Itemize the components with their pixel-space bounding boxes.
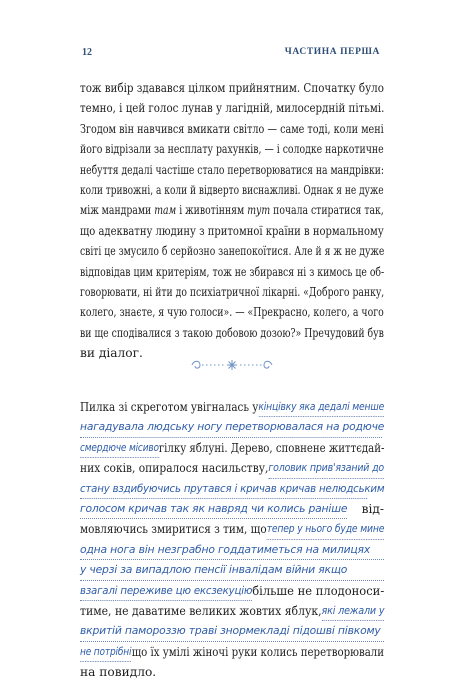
text-run: на повидло. (80, 665, 157, 680)
text-line (80, 499, 384, 519)
text-line (80, 282, 384, 302)
text-line (80, 78, 384, 98)
handwritten-insert: головик прив'язаний до (268, 458, 384, 478)
text-line (80, 119, 384, 139)
text-line (80, 438, 384, 458)
text-line (80, 98, 384, 118)
text-run: що їх умілі жіночі руки колись перетворювали (131, 644, 385, 659)
italic-word: там (154, 203, 177, 218)
text-line (80, 642, 384, 662)
text-line (80, 221, 384, 241)
handwritten-insert: кінцівку яка дедалі менше (258, 397, 384, 417)
handwritten-insert: нагадувала людську ногу перетворювалася на родюче (80, 417, 382, 437)
text-line (80, 417, 384, 437)
text-line (80, 662, 384, 682)
text-line (80, 180, 384, 200)
handwritten-insert: у черзі за випадлою пенсії інвалідам війни якщо (80, 560, 384, 580)
text-line (80, 262, 384, 282)
text-run: них соків, опиралося насильству, (80, 461, 269, 476)
text-line (80, 323, 384, 343)
text-run: відповідав цим критеріям, тож не збирався ні з кимось це об- (80, 264, 385, 279)
text-run: тиме, не даватиме великих жовтих яблук, (80, 603, 322, 618)
text-run: темно, і цей голос лунав у лагідній, милосердній пітьмі. (80, 101, 385, 116)
text-run: гілку яблуні. Дерево, сповнене життєдай- (158, 440, 385, 455)
text-line (80, 241, 384, 261)
text-run: ви діалог. (80, 346, 143, 361)
section-divider-ornament (188, 357, 276, 373)
text-run: і животінням (176, 203, 248, 218)
text-run: говорювати, ні йти до психіатричної лікарні. «Доброго ранку, (80, 284, 385, 299)
text-run: коли тривожні, а коли й відверто виснажливі. Однак я не дуже (80, 182, 384, 197)
paragraph-printed (80, 78, 384, 363)
text-line (80, 540, 384, 560)
text-line (80, 397, 384, 417)
handwritten-insert: вкритій памороззю траві знормекладі підошві півкому (80, 621, 384, 641)
handwritten-insert: які лежали у (322, 601, 385, 621)
text-run: тож вибір здавався цілком прийнятним. Спочатку було (80, 81, 384, 95)
handwritten-insert: стану вздибуючись прутався і кричав кричав нелюдським (80, 479, 367, 499)
text-run: його відрізали за несплату рахунків, — і солодке наркотичне (80, 142, 384, 157)
text-line (80, 458, 384, 478)
text-line (80, 160, 384, 180)
text-run: небуття дедалі частіше стало перетворюватися на мандрівки: (80, 162, 385, 177)
text-run: мовляючись змиритися з тим, що (80, 522, 267, 537)
paragraph-with-handwriting (80, 397, 384, 682)
text-run: світі це змусило б серйозно занепокоїтися. Але й я ж не дуже (80, 244, 385, 259)
running-header-title: ЧАСТИНА ПЕРША (284, 47, 380, 57)
text-line (80, 519, 384, 539)
handwritten-insert: одна нога він незграбно годдатиметься на милицях (80, 540, 384, 560)
text-line (80, 560, 384, 580)
text-run: почала стиратися так, (270, 203, 384, 218)
text-run: Пилка зі скреготом увігналась у (80, 400, 259, 414)
text-run: ви ще сподівалися з такою добовою дозою?» Пречудовий був (80, 325, 384, 340)
handwritten-insert: взагалі переживе цю ексзекуцію (80, 581, 252, 601)
handwritten-insert: не потрібні (80, 642, 131, 662)
text-run: що адекватну людину з притомної країни в нормальному (80, 223, 384, 238)
text-line (80, 139, 384, 159)
text-line (80, 302, 384, 322)
handwritten-insert: тепер у нього буде мине (267, 519, 385, 539)
text-run: між мандрами (80, 203, 155, 218)
text-line (80, 601, 384, 621)
text-line (80, 581, 384, 601)
handwritten-insert: голосом кричав так як навряд чи колись раніше (80, 499, 347, 519)
text-run: колего, знаєте, я чую голоси». — «Прекрасно, колего, а чого (80, 305, 384, 320)
text-line (80, 200, 384, 220)
page-header (0, 47, 464, 61)
text-line (80, 621, 384, 641)
text-run: Згодом він навчився вмикати світло — саме тоді, коли мені (80, 121, 384, 136)
handwritten-insert: смердюче місиво (80, 438, 159, 458)
page-number: 12 (82, 47, 92, 58)
text-run: від- (361, 501, 384, 516)
text-run: більше не плодоноси- (252, 583, 385, 598)
italic-word: тут (247, 203, 271, 218)
text-line (80, 479, 384, 499)
